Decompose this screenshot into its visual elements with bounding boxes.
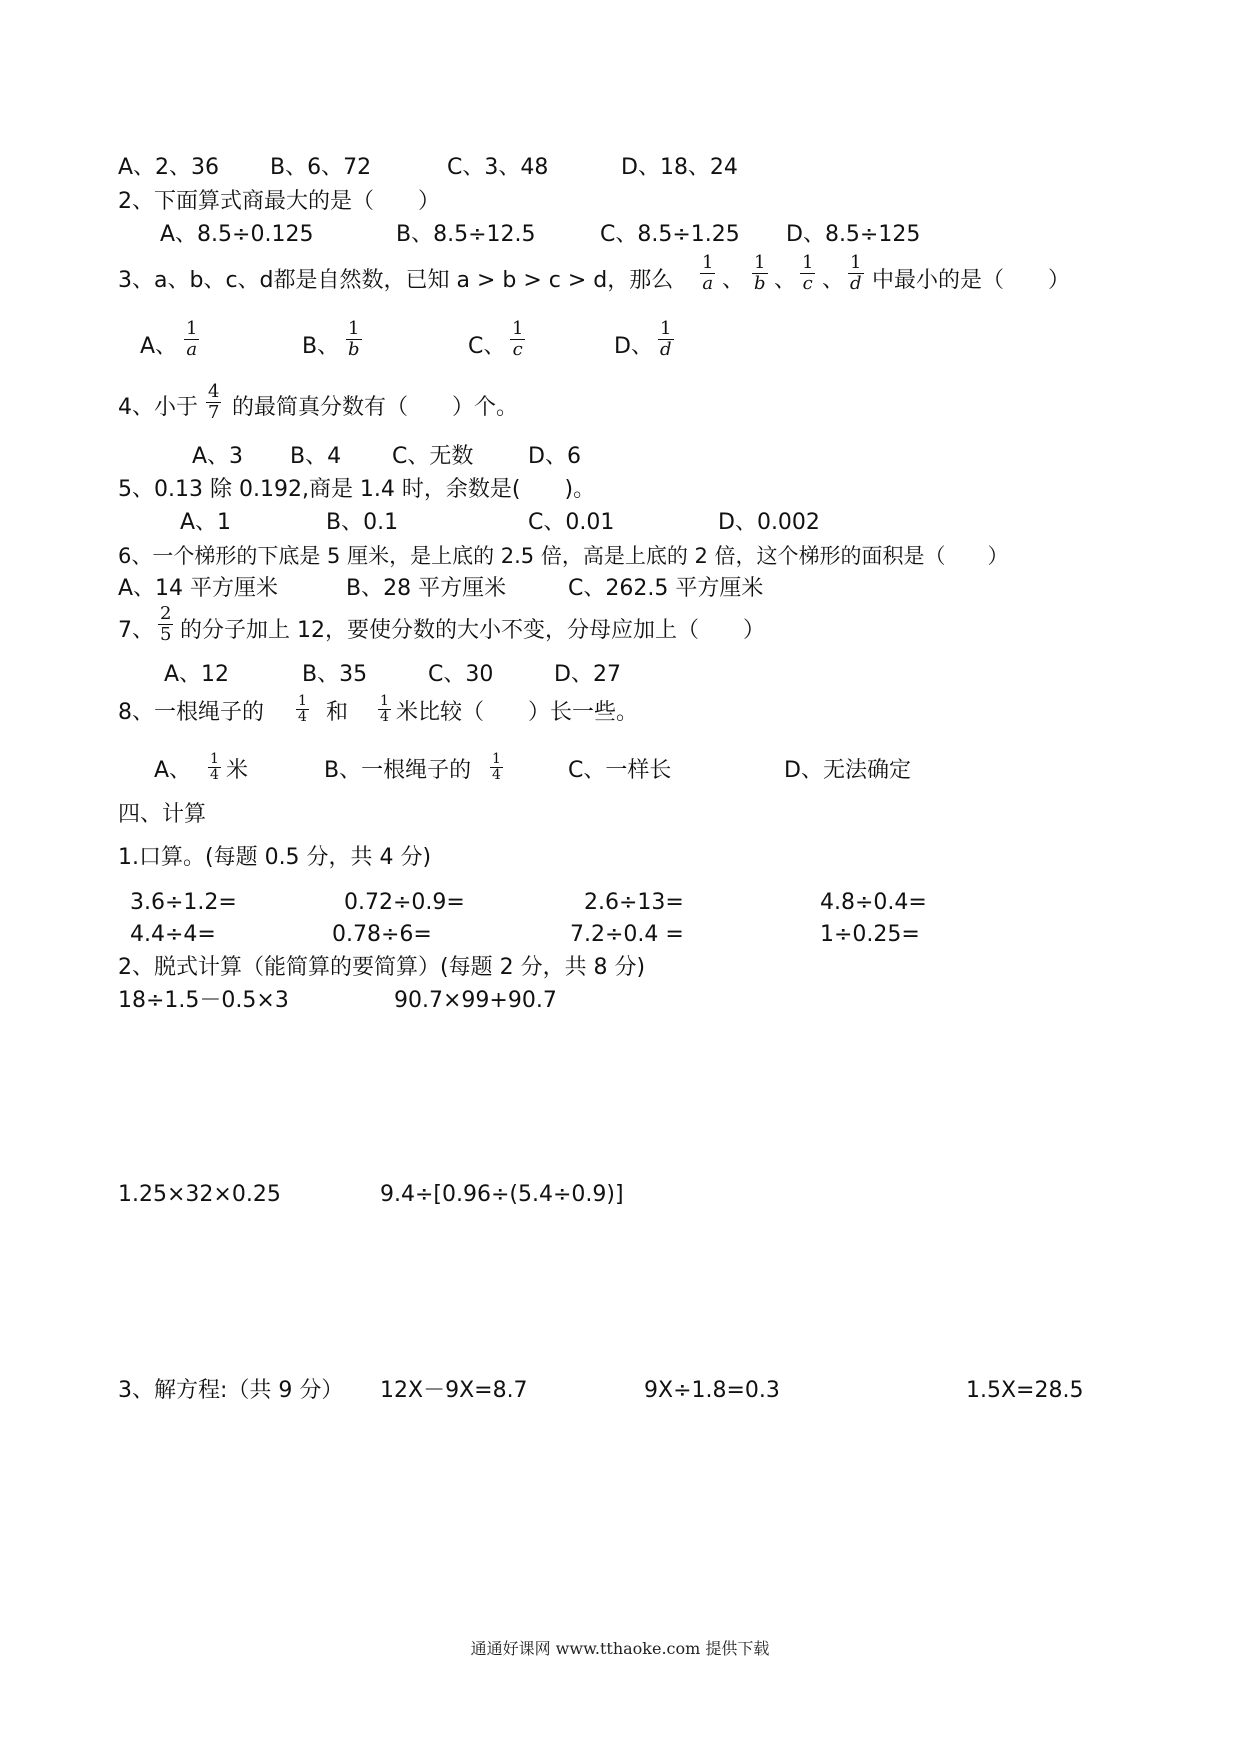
q3-fraction-4-den: d (850, 273, 862, 294)
oral-calc-item: 0.78÷6= (332, 922, 432, 947)
q4-option-d: D、6 (528, 444, 581, 469)
q3-option-a-fraction (184, 319, 199, 360)
oral-calc-item: 0.72÷0.9= (344, 890, 465, 915)
oral-calc-item: 2.6÷13= (584, 890, 684, 915)
q6-option-c: C、262.5 平方厘米 (568, 576, 764, 601)
q6-option-b: B、28 平方厘米 (346, 576, 507, 601)
q7-fraction (158, 604, 173, 645)
q1-option-c: C、3、48 (447, 155, 549, 180)
step-calc-title: 2、脱式计算（能简算的要简算）(每题 2 分，共 8 分) (118, 955, 646, 980)
q5-option-a: A、1 (180, 510, 232, 535)
oral-calc-item: 4.4÷4= (130, 922, 216, 947)
q8-option-a-suffix: 米 (226, 758, 249, 783)
step-calc-item: 9.4÷[0.96÷(5.4÷0.9)] (380, 1182, 624, 1207)
q3-stem-prefix: 3、a、b、c、d都是自然数，已知 a > b > c > d，那么 (118, 268, 674, 293)
q8-suffix: 米比较（ ）长一些。 (396, 700, 639, 725)
q7-num: 2 (160, 603, 172, 624)
q3-sep-2: 、 (774, 268, 797, 293)
q7-option-b: B、35 (302, 662, 368, 687)
q3-option-d-den: d (660, 339, 672, 360)
q3-fraction-2-den: b (754, 273, 766, 294)
q3-fraction-1-den: a (702, 273, 714, 294)
q8-option-b-num: 1 (492, 751, 501, 767)
q4-fraction (206, 382, 221, 423)
q8-fraction-1-num: 1 (298, 693, 307, 709)
q4-option-b: B、4 (290, 444, 342, 469)
oral-calc-title: 1.口算。(每题 0.5 分，共 4 分) (118, 845, 432, 870)
q4-prefix: 4、小于 (118, 395, 198, 420)
q3-option-b-fraction (346, 319, 362, 360)
q7-option-c: C、30 (428, 662, 494, 687)
q8-option-a-num: 1 (210, 751, 219, 767)
q3-fraction-3-num: 1 (802, 252, 814, 273)
q3-option-a-den: a (186, 339, 198, 360)
q3-option-d-num: 1 (658, 319, 674, 340)
q8-option-a-label: A、 (154, 758, 192, 783)
q7-option-d: D、27 (554, 662, 621, 687)
q3-fraction-1-b (752, 253, 768, 294)
q3-fraction-3-den: c (802, 273, 813, 294)
q2-option-d: D、8.5÷125 (786, 222, 921, 247)
equation-item: 9X÷1.8=0.3 (644, 1378, 780, 1403)
q3-fraction-2-num: 1 (752, 253, 768, 274)
q3-option-c-num: 1 (512, 318, 524, 339)
oral-calc-item: 1÷0.25= (820, 922, 920, 947)
q3-option-d-fraction (658, 319, 674, 360)
q4-suffix: 的最简真分数有（ ）个。 (232, 395, 519, 420)
q8-option-b-fraction (490, 752, 503, 783)
q2-option-c: C、8.5÷1.25 (600, 222, 740, 247)
q6-option-a: A、14 平方厘米 (118, 576, 279, 601)
q3-option-b-label: B、 (302, 334, 340, 359)
q5-stem: 5、0.13 除 0.192,商是 1.4 时，余数是( )。 (118, 477, 596, 502)
q4-den: 7 (208, 402, 220, 423)
q7-den: 5 (160, 624, 172, 645)
q3-stem-suffix: 中最小的是（ ） (872, 268, 1071, 293)
q3-option-a-num: 1 (186, 318, 198, 339)
q3-option-b-den: b (348, 339, 360, 360)
oral-calc-item: 4.8÷0.4= (820, 890, 927, 915)
q3-option-b-num: 1 (346, 319, 362, 340)
equation-title: 3、解方程:（共 9 分） (118, 1378, 344, 1403)
q8-fraction-2 (378, 694, 391, 725)
q3-option-d-label: D、 (614, 334, 653, 359)
equation-item: 1.5X=28.5 (966, 1378, 1084, 1403)
q8-option-b-label: B、一根绳子的 (324, 758, 472, 783)
q8-option-d: D、无法确定 (784, 758, 911, 783)
oral-calc-item: 7.2÷0.4 = (570, 922, 684, 947)
step-calc-item: 90.7×99+90.7 (394, 988, 557, 1013)
q5-option-c: C、0.01 (528, 510, 615, 535)
q3-option-c-label: C、 (468, 334, 506, 359)
q3-fraction-1-d (848, 253, 864, 294)
q7-suffix: 的分子加上 12，要使分数的大小不变，分母应加上（ ） (180, 618, 765, 643)
q4-option-c: C、无数 (392, 444, 474, 469)
q8-middle: 和 (326, 700, 349, 725)
q8-option-b-den: 4 (492, 767, 501, 783)
footer-source: 通通好课网 www.tthaoke.com 提供下载 (470, 1639, 770, 1658)
q1-option-d: D、18、24 (621, 155, 738, 180)
q8-fraction-1 (296, 694, 309, 725)
q3-option-a-label: A、 (140, 334, 178, 359)
q6-stem: 6、一个梯形的下底是 5 厘米，是上底的 2.5 倍，高是上底的 2 倍，这个梯形的面积是（ ） (118, 544, 1009, 568)
q2-option-a: A、8.5÷0.125 (160, 222, 314, 247)
q3-sep-1: 、 (722, 268, 745, 293)
q3-option-c-den: c (512, 339, 523, 360)
q5-option-d: D、0.002 (718, 510, 820, 535)
q8-option-a-fraction (208, 752, 221, 783)
q3-sep-3: 、 (822, 268, 845, 293)
q8-option-c: C、一样长 (568, 758, 672, 783)
q1-option-a: A、2、36 (118, 155, 220, 180)
q3-fraction-4-num: 1 (848, 253, 864, 274)
q8-fraction-2-den: 4 (380, 709, 389, 725)
q2-option-b: B、8.5÷12.5 (396, 222, 536, 247)
q7-option-a: A、12 (164, 662, 230, 687)
q2-stem: 2、下面算式商最大的是（ ） (118, 189, 440, 214)
q8-fraction-1-den: 4 (298, 709, 307, 725)
q1-option-b: B、6、72 (270, 155, 372, 180)
q8-prefix: 8、一根绳子的 (118, 700, 264, 725)
equation-item: 12X－9X=8.7 (380, 1378, 528, 1403)
step-calc-item: 18÷1.5－0.5×3 (118, 988, 289, 1013)
q3-option-c-fraction (510, 319, 525, 360)
q4-num: 4 (208, 381, 220, 402)
q8-fraction-2-num: 1 (380, 693, 389, 709)
section-4-title: 四、计算 (118, 802, 207, 827)
q8-option-a-den: 4 (210, 767, 219, 783)
q4-option-a: A、3 (192, 444, 244, 469)
q3-fraction-1-num: 1 (702, 252, 714, 273)
oral-calc-item: 3.6÷1.2= (130, 890, 237, 915)
q3-fraction-1-c (800, 253, 815, 294)
q5-option-b: B、0.1 (326, 510, 399, 535)
q7-prefix: 7、 (118, 618, 154, 643)
q3-fraction-1-a (700, 253, 715, 294)
step-calc-item: 1.25×32×0.25 (118, 1182, 281, 1207)
